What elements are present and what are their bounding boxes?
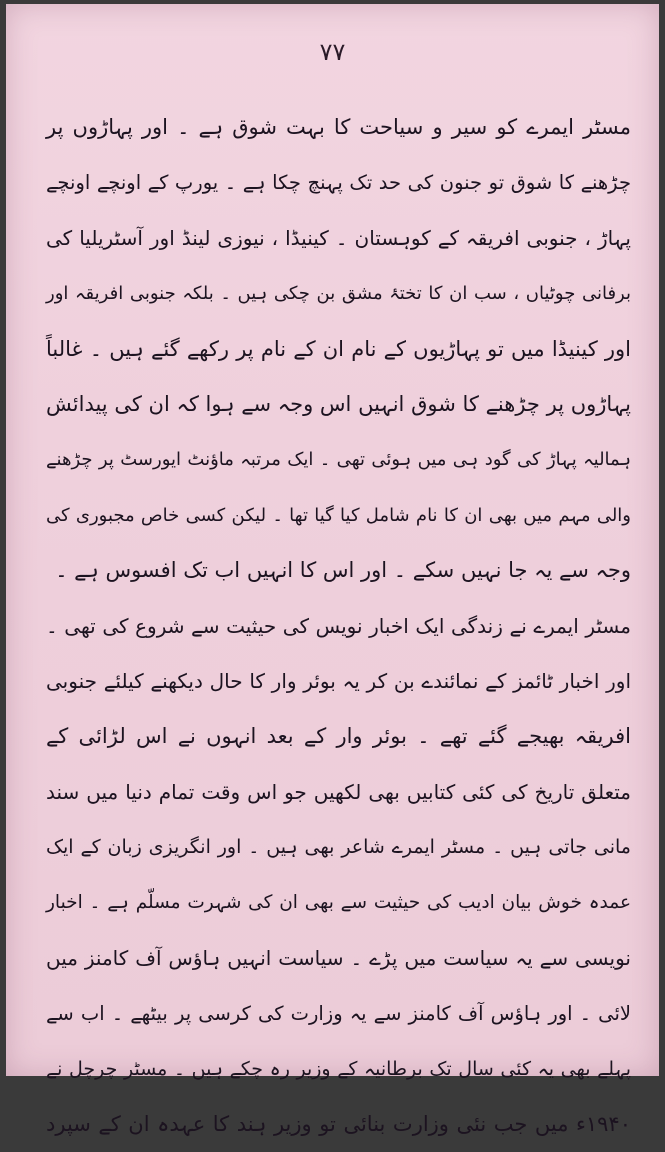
text-line: پہاڑ ، جنوبی افریقہ کے کوہستان ۔ کینیڈا ، نیوزی لینڈ اور آسٹریلیا کی [46, 225, 631, 250]
page-number: ۷۷ [319, 38, 346, 66]
text-line: لائی ۔ اور ہاؤس آف کامنز سے یہ وزارت کی کرسی پر بیٹھے ۔ اب سے [46, 1002, 631, 1026]
text-line: پہاڑوں پر چڑھنے کا شوق انہیں اس وجہ سے ہوا کہ ان کی پیدائش [46, 391, 631, 416]
text-line: نویسی سے یہ سیاست میں پڑے ۔ سیاست انہیں ہاؤس آف کامنز میں [46, 945, 631, 970]
text-line: مانی جاتی ہیں ۔ مسٹر ایمرے شاعر بھی ہیں ۔ اور انگریزی زبان کے ایک [46, 836, 631, 859]
text-line: افریقہ بھیجے گئے تھے ۔ بوئر وار کے بعد انہوں نے اس لڑائی کے [46, 724, 631, 749]
text-line: ۱۹۴۰ء میں جب نئی وزارت بنائی تو وزیر ہند کا عہدہ ان کے سپرد [46, 1112, 631, 1137]
text-line: اور کینیڈا میں تو پہاڑیوں کے نام ان کے نام پر رکھے گئے ہیں ۔ غالباً [46, 336, 631, 361]
text-line: مسٹر ایمرے نے زندگی ایک اخبار نویس کی حیثیت سے شروع کی تھی ۔ [46, 613, 631, 638]
text-line: مسٹر ایمرے کو سیر و سیاحت کا بہت شوق ہے ۔ اور پہاڑوں پر [46, 115, 631, 139]
text-line: چڑھنے کا شوق تو جنون کی حد تک پہنچ چکا ہے ۔ یورپ کے اونچے اونچے [46, 171, 631, 195]
text-line: والی مہم میں بھی ان کا نام شامل کیا گیا تھا ۔ لیکن کسی خاص مجبوری کی [46, 504, 631, 526]
text-line: ہمالیہ پہاڑ کی گود ہی میں ہوئی تھی ۔ ایک مرتبہ ماؤنٹ ایورسٹ پر چڑھنے [46, 449, 631, 471]
text-line: اور اخبار ٹائمز کے نمائندے بن کر یہ بوئر وار کا حال دیکھنے کیلئے جنوبی [46, 668, 631, 693]
text-line: عمدہ خوش بیان ادیب کی حیثیت سے بھی ان کی شہرت مسلّم ہے ۔ اخبار [46, 892, 631, 914]
text-line: برفانی چوٹیاں ، سب ان کا تختۂ مشق بن چکی ہیں ۔ بلکہ جنوبی افریقہ اور [46, 283, 631, 305]
book-page [6, 4, 659, 1137]
text-line: پہلے بھی یہ کئی سال تک برطانیہ کے وزیر رہ چکے ہیں ۔ مسٹر چرچل نے [46, 1057, 631, 1080]
page-body-text [46, 100, 631, 1152]
text-line: وجہ سے یہ جا نہیں سکے ۔ اور اس کا انہیں اب تک افسوس ہے ۔ [55, 558, 631, 583]
text-line: متعلق تاریخ کی کئی کتابیں بھی لکھیں جو اس وقت تمام دنیا میں سند [46, 779, 631, 804]
